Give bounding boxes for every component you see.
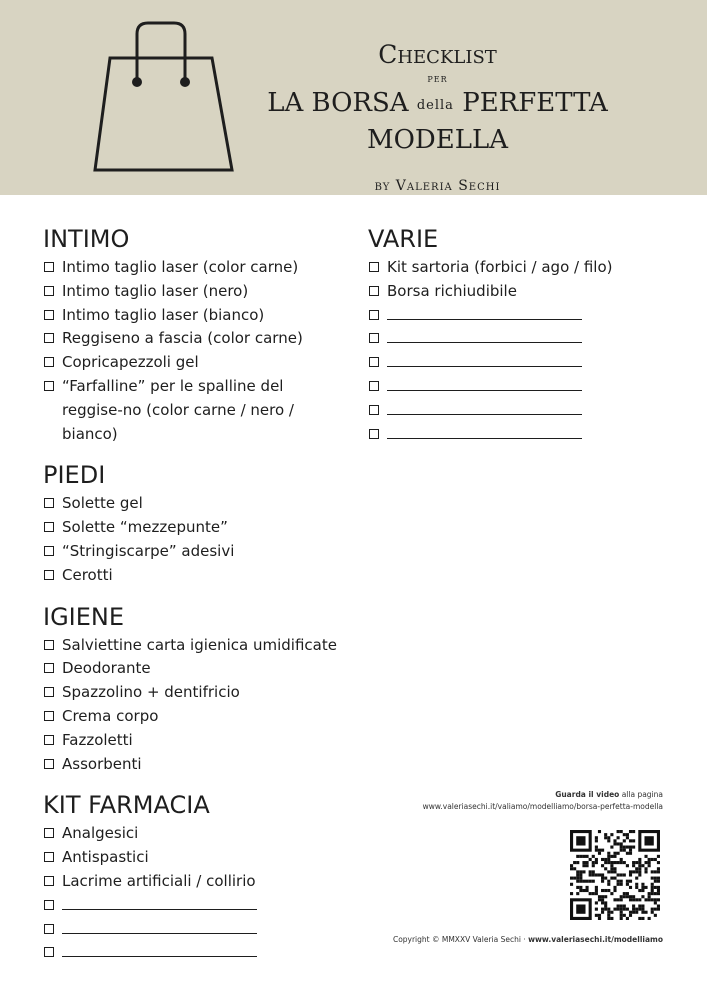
document-title bbox=[240, 40, 635, 195]
checklist-item bbox=[43, 564, 343, 588]
checklist-item bbox=[43, 256, 343, 280]
checklist-item bbox=[43, 846, 343, 870]
left-column bbox=[43, 222, 343, 977]
checklist-item bbox=[43, 351, 343, 375]
checklist-item-label: Intimo taglio laser (color carne) bbox=[62, 258, 299, 276]
checklist-section bbox=[43, 222, 343, 446]
checkbox[interactable] bbox=[44, 262, 54, 272]
checkbox[interactable] bbox=[44, 711, 54, 721]
section-title: KIT FARMACIA bbox=[43, 791, 210, 820]
checkbox[interactable] bbox=[44, 900, 54, 910]
blank-write-in-line[interactable] bbox=[387, 327, 582, 343]
checkbox[interactable] bbox=[369, 333, 379, 343]
checkbox[interactable] bbox=[369, 262, 379, 272]
checklist-item-label: Solette gel bbox=[62, 494, 143, 513]
site-link[interactable]: www.valeriasechi.it/modelliamo bbox=[528, 935, 663, 944]
blank-write-in-line[interactable] bbox=[62, 918, 257, 934]
checklist-blank-item bbox=[43, 894, 343, 918]
title-della: della bbox=[416, 98, 454, 113]
checklist-item-label: Intimo taglio laser (bianco) bbox=[62, 305, 265, 324]
author-byline: by Valeria Sechi bbox=[374, 178, 501, 194]
checklist-item-label: Salviettine carta igienica umidificate bbox=[62, 635, 337, 654]
checklist-item-label: Antispastici bbox=[62, 848, 149, 867]
checkbox[interactable] bbox=[44, 357, 54, 367]
checklist-item-label: “Stringiscarpe” adesivi bbox=[62, 541, 235, 560]
checklist-items bbox=[43, 256, 343, 446]
checkbox[interactable] bbox=[44, 286, 54, 296]
checklist-item-label: Reggiseno a fascia (color carne) bbox=[62, 329, 303, 348]
checkbox[interactable] bbox=[44, 333, 54, 343]
checklist-item-label: Copricapezzoli gel bbox=[62, 353, 199, 372]
checkbox[interactable] bbox=[44, 546, 54, 556]
checklist-blank-item bbox=[368, 327, 668, 351]
checkbox[interactable] bbox=[44, 381, 54, 391]
checklist-items bbox=[43, 822, 343, 965]
checklist-blank-item bbox=[368, 351, 668, 375]
checkbox[interactable] bbox=[369, 310, 379, 320]
checklist-item-label: Deodorante bbox=[62, 659, 151, 678]
section-title: IGIENE bbox=[43, 602, 125, 631]
checkbox[interactable] bbox=[44, 947, 54, 957]
checkbox[interactable] bbox=[369, 357, 379, 367]
checklist-item bbox=[43, 705, 343, 729]
checkbox[interactable] bbox=[44, 735, 54, 745]
section-title: VARIE bbox=[368, 225, 439, 253]
video-url[interactable]: www.valeriasechi.it/valiamo/modelliamo/borsa-perfetta-modella bbox=[422, 802, 663, 811]
checklist-item bbox=[43, 681, 343, 705]
checkbox[interactable] bbox=[44, 663, 54, 673]
qr-code-icon[interactable] bbox=[570, 830, 660, 920]
checklist-item bbox=[43, 870, 343, 894]
checkbox[interactable] bbox=[44, 687, 54, 697]
title-per: per bbox=[427, 71, 448, 85]
checkbox[interactable] bbox=[369, 381, 379, 391]
blank-write-in-line[interactable] bbox=[387, 304, 582, 320]
checkbox[interactable] bbox=[369, 405, 379, 415]
checklist-blank-item bbox=[368, 423, 668, 447]
checklist-blank-item bbox=[43, 941, 343, 965]
checklist-blank-item bbox=[368, 304, 668, 328]
right-column bbox=[368, 222, 668, 458]
blank-write-in-line[interactable] bbox=[387, 399, 582, 415]
checklist-item bbox=[368, 256, 668, 280]
checklist-item-label: Fazzoletti bbox=[62, 730, 133, 749]
checklist-section bbox=[43, 788, 343, 965]
checkbox[interactable] bbox=[44, 640, 54, 650]
title-part2: PERFETTA MODELLA bbox=[366, 88, 608, 155]
checklist-item bbox=[43, 657, 343, 681]
checklist-item bbox=[43, 492, 343, 516]
checkbox[interactable] bbox=[44, 876, 54, 886]
blank-write-in-line[interactable] bbox=[387, 351, 582, 367]
checkbox[interactable] bbox=[44, 759, 54, 769]
video-suffix: alla pagina bbox=[621, 790, 663, 799]
checklist-item bbox=[43, 540, 343, 564]
checklist-item bbox=[43, 753, 343, 777]
checklist-item bbox=[43, 304, 343, 328]
video-note bbox=[423, 789, 663, 813]
copyright-text: Copyright © MMXXV Valeria Sechi · bbox=[392, 935, 529, 944]
checklist-item-label: Solette “mezzepunte” bbox=[62, 518, 228, 537]
checklist-section bbox=[368, 222, 668, 446]
checklist-section bbox=[43, 600, 343, 777]
checkbox[interactable] bbox=[44, 828, 54, 838]
checkbox[interactable] bbox=[369, 286, 379, 296]
section-title: PIEDI bbox=[43, 461, 106, 490]
checklist-item bbox=[43, 375, 343, 446]
copyright-line bbox=[393, 934, 663, 946]
checklist-items bbox=[368, 256, 668, 446]
checklist-item-label: Kit sartoria (forbici / ago / filo) bbox=[387, 258, 613, 276]
checklist-item-label: Lacrime artificiali / collirio bbox=[62, 871, 256, 890]
blank-write-in-line[interactable] bbox=[62, 894, 257, 910]
checklist-blank-item bbox=[43, 918, 343, 942]
checkbox[interactable] bbox=[44, 924, 54, 934]
shopping-bag-icon bbox=[92, 20, 237, 175]
header-banner bbox=[0, 0, 707, 195]
checklist-item-label: Crema corpo bbox=[62, 706, 159, 725]
blank-write-in-line[interactable] bbox=[387, 423, 582, 439]
checklist-item bbox=[43, 729, 343, 753]
checklist-item-label: Assorbenti bbox=[62, 754, 142, 773]
checklist-items bbox=[43, 492, 343, 587]
checklist-item-label: Borsa richiudibile bbox=[387, 281, 517, 300]
checklist-item-label: “Farfalline” per le spalline del reggise-no (color carne / nero / bianco) bbox=[62, 376, 294, 443]
checkbox[interactable] bbox=[44, 570, 54, 580]
video-label: Guarda il video bbox=[555, 790, 620, 799]
checklist-item-label: Cerotti bbox=[62, 565, 113, 584]
section-title: INTIMO bbox=[43, 225, 130, 253]
checkbox[interactable] bbox=[369, 429, 379, 439]
checklist-item bbox=[43, 516, 343, 540]
checklist-item bbox=[43, 280, 343, 304]
checklist-item bbox=[43, 822, 343, 846]
checklist-blank-item bbox=[368, 375, 668, 399]
title-main bbox=[240, 86, 635, 157]
checklist-item-label: Intimo taglio laser (nero) bbox=[62, 281, 249, 300]
checklist-item bbox=[43, 634, 343, 658]
checkbox[interactable] bbox=[44, 310, 54, 320]
checkbox[interactable] bbox=[44, 498, 54, 508]
checklist-items bbox=[43, 634, 343, 777]
title-checklist: Checklist bbox=[378, 40, 497, 69]
checklist-item-label: Spazzolino + dentifricio bbox=[62, 683, 240, 702]
checklist-item bbox=[43, 327, 343, 351]
blank-write-in-line[interactable] bbox=[387, 375, 582, 391]
blank-write-in-line[interactable] bbox=[62, 941, 257, 957]
checklist-blank-item bbox=[368, 399, 668, 423]
checklist-item bbox=[368, 280, 668, 304]
checkbox[interactable] bbox=[44, 522, 54, 532]
title-part1: LA BORSA bbox=[267, 88, 409, 118]
checklist-item-label: Analgesici bbox=[62, 824, 139, 843]
checkbox[interactable] bbox=[44, 852, 54, 862]
checklist-section bbox=[43, 458, 343, 587]
